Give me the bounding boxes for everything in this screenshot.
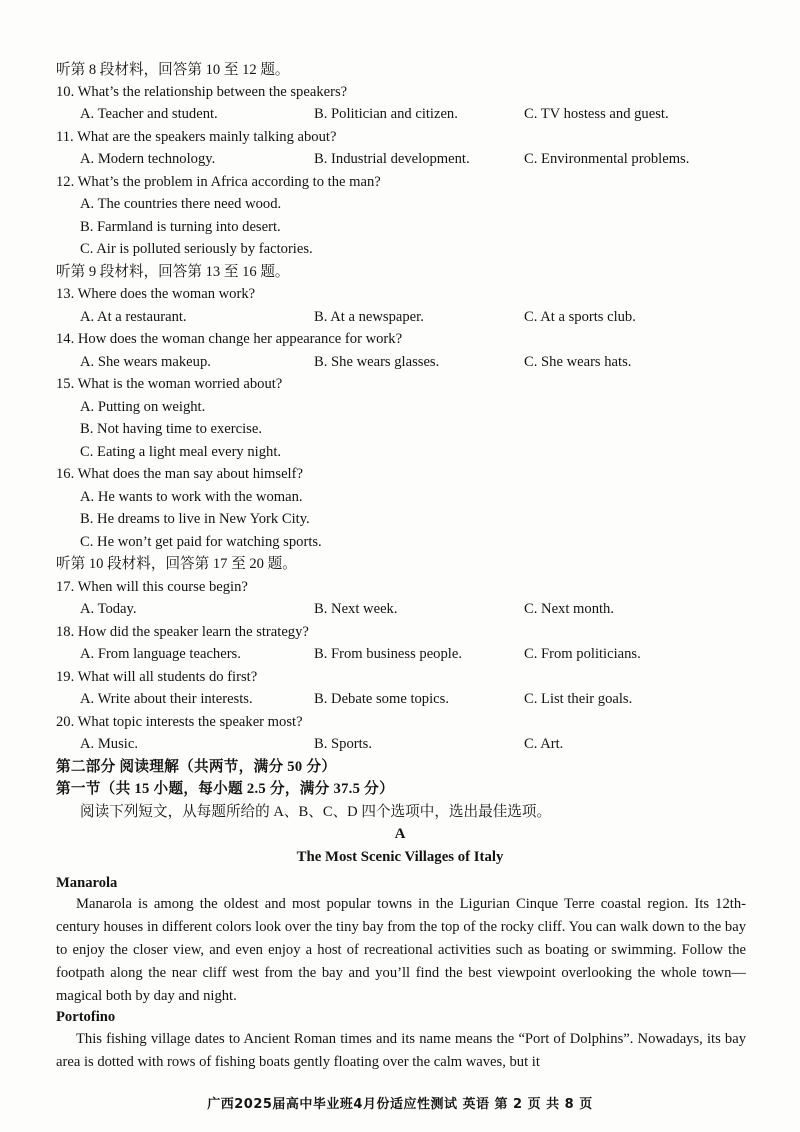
option-row (0, 103, 800, 125)
option-line: B. Farmland is turning into desert. (80, 219, 281, 235)
option-line: C. Air is polluted seriously by factories. (80, 241, 313, 257)
part-subtitle: 第一节（共 15 小题，每小题 2.5 分，满分 37.5 分） (56, 781, 394, 797)
portofino-heading: Portofino (56, 1009, 116, 1025)
option-a: A. Music. (80, 736, 138, 752)
option-c: C. List their goals. (524, 691, 633, 707)
option-row (0, 148, 800, 170)
question-stem: 15. What is the woman worried about? (56, 376, 283, 392)
question-stem: 11. What are the speakers mainly talking about? (56, 129, 337, 145)
section-heading: 听第 10 段材料，回答第 17 至 20 题。 (56, 556, 297, 572)
question-stem: 14. How does the woman change her appearance for work? (56, 331, 403, 347)
option-a: A. Teacher and student. (80, 106, 218, 122)
option-b: B. She wears glasses. (314, 354, 440, 370)
passage-letter: A (394, 826, 406, 842)
option-c: C. TV hostess and guest. (524, 106, 669, 122)
option-a: A. Write about their interests. (80, 691, 253, 707)
option-a: A. At a restaurant. (80, 309, 187, 325)
option-c: C. Next month. (524, 601, 614, 617)
option-row (0, 598, 800, 620)
option-b: B. Next week. (314, 601, 398, 617)
option-line: A. The countries there need wood. (80, 196, 282, 212)
option-line: A. He wants to work with the woman. (80, 489, 303, 505)
option-a: A. Today. (80, 601, 137, 617)
option-row (0, 351, 800, 373)
manarola-heading: Manarola (56, 875, 118, 891)
option-line: C. He won’t get paid for watching sports. (80, 534, 322, 550)
option-line: B. He dreams to live in New York City. (80, 511, 310, 527)
option-c: C. At a sports club. (524, 309, 636, 325)
option-a: A. Modern technology. (80, 151, 216, 167)
option-b: B. Industrial development. (314, 151, 470, 167)
portofino-paragraph: This fishing village dates to Ancient Roman times and its name means the “Port of Dolphins”. Nowadays, its bay area is dotted with rows of fishing boats gently floating over the calm waves, but it (56, 1031, 746, 1070)
option-b: B. Debate some topics. (314, 691, 449, 707)
instruction: 阅读下列短文，从每题所给的 A、B、C、D 四个选项中，选出最佳选项。 (80, 804, 552, 820)
option-line: C. Eating a light meal every night. (80, 444, 282, 460)
option-a: A. She wears makeup. (80, 354, 211, 370)
option-c: C. From politicians. (524, 646, 641, 662)
question-stem: 13. Where does the woman work? (56, 286, 256, 302)
option-b: B. From business people. (314, 646, 462, 662)
option-line: A. Putting on weight. (80, 399, 206, 415)
option-b: B. Politician and citizen. (314, 106, 458, 122)
question-stem: 12. What’s the problem in Africa according to the man? (56, 174, 381, 190)
option-row (0, 306, 800, 328)
option-a: A. From language teachers. (80, 646, 241, 662)
question-stem: 17. When will this course begin? (56, 579, 248, 595)
option-b: B. At a newspaper. (314, 309, 424, 325)
option-line: B. Not having time to exercise. (80, 421, 262, 437)
option-b: B. Sports. (314, 736, 372, 752)
option-c: C. She wears hats. (524, 354, 632, 370)
question-stem: 18. How did the speaker learn the strategy? (56, 624, 309, 640)
option-row (0, 733, 800, 755)
passage-title: The Most Scenic Villages of Italy (296, 849, 504, 865)
option-row (0, 688, 800, 710)
option-c: C. Environmental problems. (524, 151, 690, 167)
page-footer: 广西2025届高中毕业班4月份适应性测试 英语 第 2 页 共 8 页 (207, 1097, 593, 1112)
option-c: C. Art. (524, 736, 564, 752)
question-stem: 10. What’s the relationship between the speakers? (56, 84, 348, 100)
section-heading: 听第 9 段材料，回答第 13 至 16 题。 (56, 264, 290, 280)
manarola-paragraph: Manarola is among the oldest and most popular towns in the Ligurian Cinque Terre coastal region. Its 12th-century houses in different colors look over the tiny bay from the top of the rocky cliff. You can walk down to the bay to enjoy the closer view, and even enjoy a host of recreational activities such as boating or swimming. Follow the footpath along the near cliff west from the bay and you’ll find the best viewpoint overlooking the whole town—magical both by day and night. (56, 896, 746, 1004)
option-row (0, 643, 800, 665)
part-title: 第二部分 阅读理解（共两节，满分 50 分） (56, 759, 337, 775)
question-stem: 19. What will all students do first? (56, 669, 258, 685)
section-heading: 听第 8 段材料，回答第 10 至 12 题。 (56, 62, 290, 78)
question-stem: 20. What topic interests the speaker most? (56, 714, 303, 730)
question-stem: 16. What does the man say about himself? (56, 466, 303, 482)
